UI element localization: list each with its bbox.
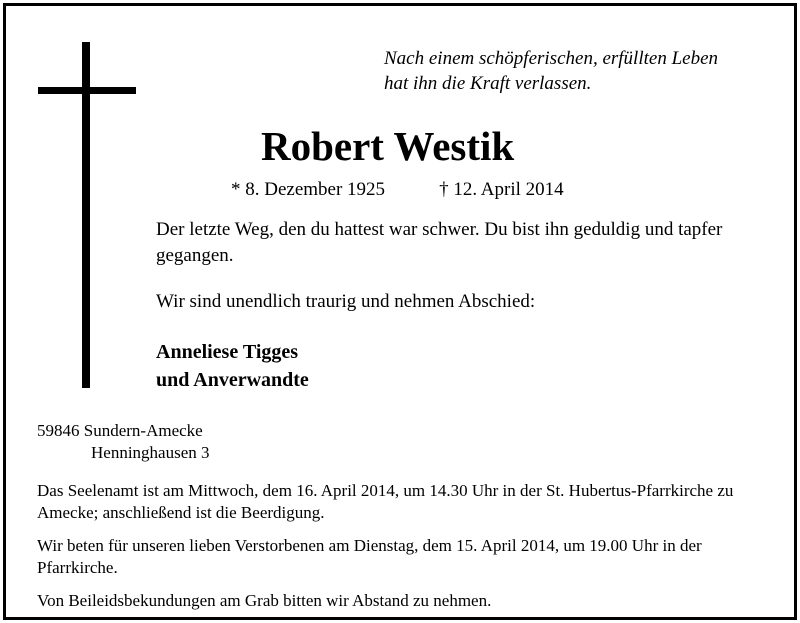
- mourners-signature: [156, 338, 309, 394]
- verse-text: Der letzte Weg, den du hattest war schwer. Du bist ihn geduldig und tapfer gegangen.: [156, 219, 723, 266]
- obituary-notice: [3, 3, 797, 620]
- mourner-relatives: und Anverwandte: [156, 369, 309, 391]
- prayer-info: Wir beten für unseren lieben Verstorbenen am Dienstag, dem 15. April 2014, um 19.00 Uhr in der Pfarrkirche.: [37, 536, 702, 577]
- quote-line-1: Nach einem schöpferischen, erfüllten Leben: [384, 48, 719, 69]
- deceased-name: Robert Westik: [261, 123, 515, 169]
- address-street: Henninghausen 3: [91, 443, 210, 462]
- death-date: † 12. April 2014: [439, 179, 564, 200]
- farewell-text: Wir sind unendlich traurig und nehmen Abschied:: [156, 291, 536, 312]
- mourner-name: Anneliese Tigges: [156, 341, 299, 363]
- memorial-quote: [384, 46, 718, 96]
- birth-date: * 8. Dezember 1925: [231, 179, 386, 200]
- requiem-info: Das Seelenamt ist am Mittwoch, dem 16. April 2014, um 14.30 Uhr in der St. Hubertus-Pfarrkirche zu Amecke; anschließend ist die Beerdigung.: [37, 481, 734, 522]
- quote-line-2: hat ihn die Kraft verlassen.: [384, 73, 592, 94]
- condolence-note: Von Beileidsbekundungen am Grab bitten wir Abstand zu nehmen.: [37, 591, 492, 610]
- family-address: [37, 420, 210, 464]
- cross-icon-horizontal: [38, 87, 136, 94]
- address-city: 59846 Sundern-Amecke: [37, 421, 203, 440]
- life-dates: [231, 179, 564, 201]
